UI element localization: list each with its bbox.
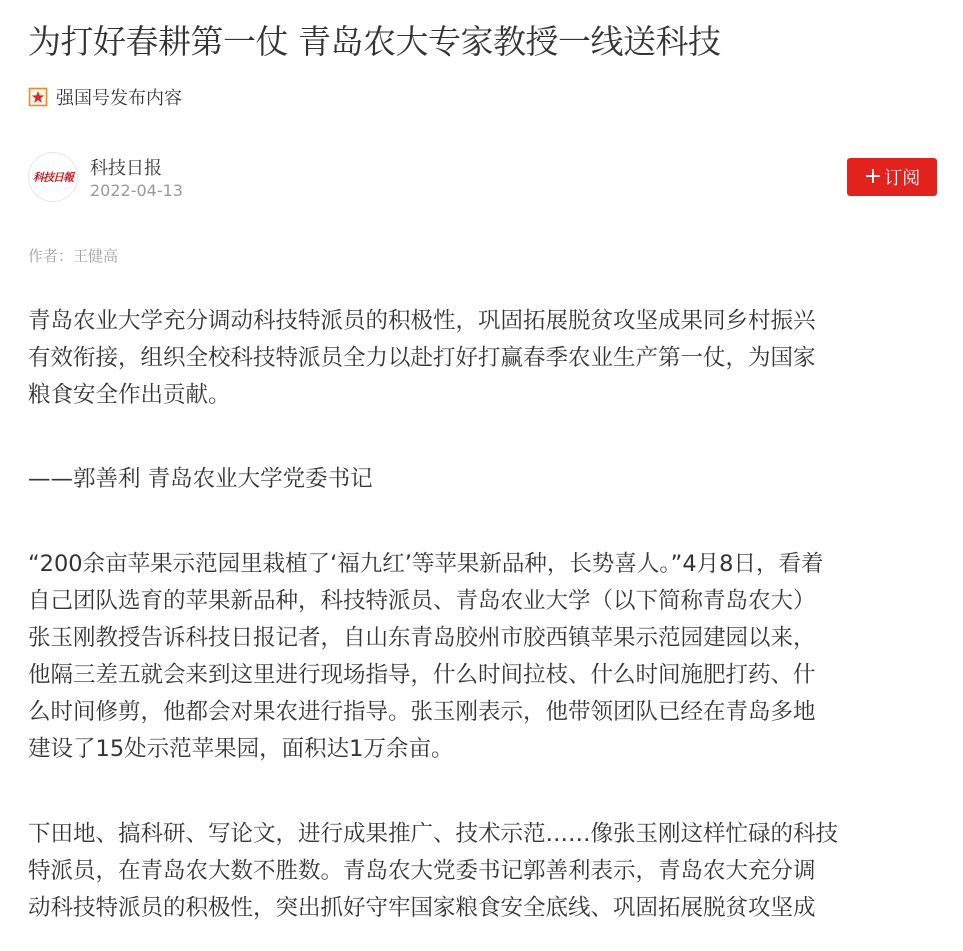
text-line: ——郭善利 青岛农业大学党委书记	[28, 466, 373, 492]
article-title: 为打好春耕第一仗 青岛农大专家教授一线送科技	[28, 22, 721, 61]
text-line: 建设了15处示范苹果园，面积达1万余亩。	[28, 736, 454, 762]
text-line: 么时间修剪，他都会对果农进行指导。张玉刚表示，他带领团队已经在青岛多地	[28, 699, 816, 725]
text-line: 有效衔接，组织全校科技特派员全力以赴打好打赢春季农业生产第一仗，为国家	[28, 345, 816, 371]
publisher-logo: 科技日報	[33, 171, 73, 184]
text-line: 粮食安全作出贡献。	[28, 382, 231, 408]
article-body	[28, 303, 938, 927]
publisher-name[interactable]: 科技日报	[90, 158, 162, 179]
subscribe-button[interactable]	[847, 158, 937, 196]
subscribe-label: 订阅	[884, 168, 921, 189]
text-line: 特派员，在青岛农大数不胜数。青岛农大党委书记郭善利表示，青岛农大充分调	[28, 858, 816, 884]
publisher-avatar[interactable]	[28, 152, 78, 202]
text-line: 他隔三差五就会来到这里进行现场指导，什么时间拉枝、什么时间施肥打药、什	[28, 662, 816, 688]
star-badge-icon	[28, 87, 48, 107]
article-paragraph	[28, 816, 938, 927]
text-line: 青岛农业大学充分调动科技特派员的积极性，巩固拓展脱贫攻坚成果同乡村振兴	[28, 308, 816, 334]
text-line: 下田地、搞科研、写论文，进行成果推广、技术示范……像张玉刚这样忙碌的科技	[28, 821, 839, 847]
source-tag-label: 强国号发布内容	[56, 88, 182, 109]
text-line: 张玉刚教授告诉科技日报记者，自山东青岛胶州市胶西镇苹果示范园建园以来，	[28, 625, 816, 651]
plus-icon: +	[863, 164, 883, 189]
text-line: “200余亩苹果示范园里栽植了‘福九红’等苹果新品种，长势喜人。”4月8日，看着	[28, 551, 824, 577]
publisher-row	[28, 152, 937, 204]
source-tag	[28, 84, 182, 110]
publish-date: 2022-04-13	[90, 181, 183, 200]
article-byline: 作者：王健高	[28, 247, 119, 265]
article-paragraph	[28, 303, 938, 414]
text-line: 动科技特派员的积极性，突出抓好守牢国家粮食安全底线、巩固拓展脱贫攻坚成	[28, 895, 816, 921]
article-paragraph	[28, 546, 938, 768]
quote-attribution	[28, 461, 938, 498]
text-line: 自己团队选育的苹果新品种，科技特派员、青岛农业大学（以下简称青岛农大）	[28, 588, 816, 614]
